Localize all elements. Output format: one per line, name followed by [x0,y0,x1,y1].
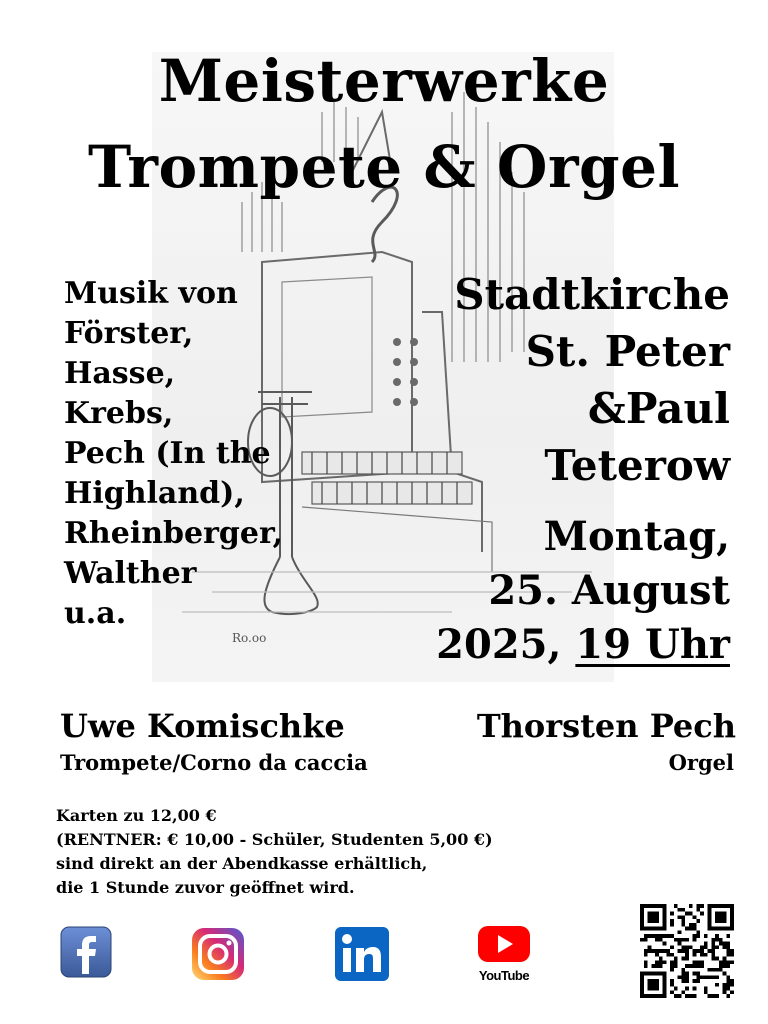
composers-line: Förster, [64,316,194,351]
instagram-icon[interactable] [190,926,246,982]
event-date [370,510,730,672]
qr-code[interactable] [640,904,734,998]
venue-line: St. Peter [525,327,730,376]
composers-line: Hasse, [64,356,176,391]
composers-line: u.a. [64,596,127,631]
linkedin-icon[interactable] [334,926,390,982]
sketch-signature: Ro.oo [232,631,267,645]
venue-line: Teterow [544,441,730,490]
venue-line: Stadtkirche [454,270,730,319]
ticket-line: die 1 Stunde zuvor geöffnet wird. [56,878,355,897]
artist-1-name: Uwe Komischke [60,707,345,745]
qr-code-graphic [640,904,734,998]
composers-line: Highland), [64,476,245,511]
composers-line: Krebs, [64,396,174,431]
composers-line: Walther [64,556,197,591]
event-time: 19 Uhr [575,621,730,668]
youtube-label: YouTube [478,968,530,983]
date-year: 2025, [436,621,576,668]
ticket-line: sind direkt an der Abendkasse erhältlich, [56,854,428,873]
venue [390,266,730,494]
composers-line: Musik von [64,276,238,311]
date-year-time [370,618,730,672]
composers-line: Rheinberger, [64,516,284,551]
title-line-2: Trompete & Orgel [87,133,681,201]
youtube-icon[interactable] [476,922,532,986]
ticket-line: (RENTNER: € 10,00 - Schüler, Studenten 5,00 €) [56,830,493,849]
artist-1-role: Trompete/Corno da caccia [60,750,368,775]
facebook-icon[interactable] [60,926,112,978]
artist-2-role: Orgel [668,750,734,775]
title-line-1: Meisterwerke [158,47,610,115]
venue-line: &Paul [587,384,730,433]
composers-list [64,274,334,634]
artist-2-name: Thorsten Pech [476,707,736,745]
date-weekday: Montag, [543,513,730,560]
composers-line: Pech (In the [64,436,271,471]
ticket-line: Karten zu 12,00 € [56,806,217,825]
date-day-month: 25. August [488,567,730,614]
ticket-info [56,804,493,900]
